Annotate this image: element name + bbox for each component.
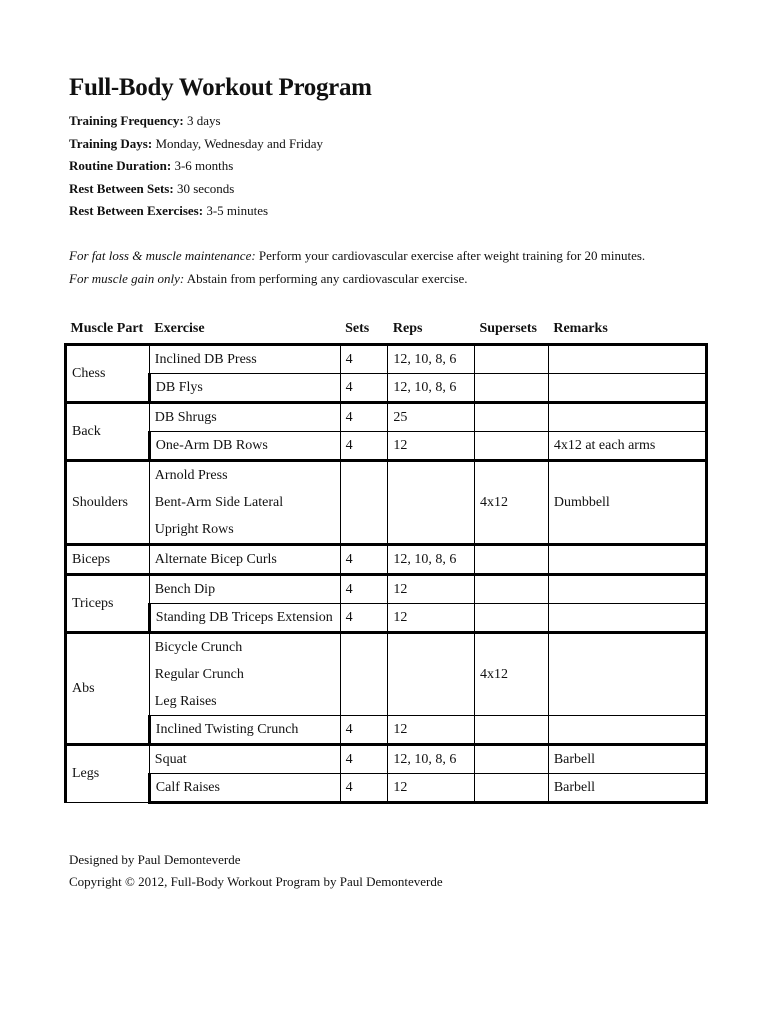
muscle-part-cell: Shoulders	[66, 461, 150, 545]
info-label: Rest Between Sets:	[69, 180, 174, 196]
exercise-name: DB Shrugs	[154, 409, 217, 425]
muscle-part-cell: Biceps	[66, 545, 150, 575]
remarks-cell	[548, 545, 706, 575]
sets-cell: 4	[340, 774, 388, 803]
exercise-name: Bent-Arm Side Lateral	[154, 495, 284, 510]
exercise-cell	[149, 545, 340, 575]
exercise-name: Upright Rows	[154, 522, 234, 537]
table-row	[66, 745, 707, 774]
info-rest-between-exercises	[69, 200, 323, 223]
remarks-cell	[548, 374, 706, 403]
supersets-cell: 4x12	[474, 633, 548, 716]
supersets-cell	[474, 716, 548, 745]
exercise-cell	[149, 716, 340, 745]
exercise-name: DB Flys	[155, 379, 203, 395]
table-row	[66, 633, 707, 716]
remarks-cell	[548, 575, 706, 604]
exercise-cell	[149, 575, 340, 604]
remarks-cell: Dumbbell	[548, 461, 706, 545]
table-row	[66, 345, 707, 374]
sets-cell: 4	[340, 604, 388, 633]
exercise-name: Inclined Twisting Crunch	[155, 721, 299, 737]
table-row	[66, 403, 707, 432]
sets-cell: 4	[340, 545, 388, 575]
reps-cell: 12, 10, 8, 6	[388, 345, 475, 374]
header-muscle-part: Muscle Part	[70, 321, 144, 336]
supersets-cell	[474, 432, 548, 461]
copyright: Copyright © 2012, Full-Body Workout Program by Paul Demonteverde	[69, 874, 443, 889]
reps-cell: 12, 10, 8, 6	[388, 545, 475, 575]
supersets-cell	[474, 745, 548, 774]
sets-cell: 4	[340, 403, 388, 432]
remarks-cell: 4x12 at each arms	[548, 432, 706, 461]
footer	[69, 849, 443, 893]
exercise-name: Arnold Press	[154, 468, 228, 483]
muscle-part-cell: Legs	[66, 745, 150, 803]
exercise-name: Bicycle Crunch	[154, 640, 243, 655]
note-text: Abstain from performing any cardiovascular exercise.	[184, 270, 468, 286]
exercise-name: Squat	[154, 751, 187, 767]
sets-cell: 4	[340, 374, 388, 403]
reps-cell: 12	[388, 432, 475, 461]
info-training-days	[69, 133, 323, 156]
table-row	[66, 432, 707, 461]
document-title: Full-Body Workout Program	[69, 74, 372, 101]
note-text: Perform your cardiovascular exercise after weight training for 20 minutes.	[255, 248, 646, 263]
exercise-name: One-Arm DB Rows	[155, 437, 268, 453]
sets-cell: 4	[340, 745, 388, 774]
exercise-name: Standing DB Triceps Extension	[155, 609, 333, 625]
program-info	[69, 110, 323, 223]
note-fat-loss	[69, 245, 645, 268]
exercise-name: Calf Raises	[155, 779, 220, 795]
reps-cell: 25	[388, 403, 475, 432]
exercise-cell	[149, 745, 340, 774]
info-label: Routine Duration:	[69, 158, 172, 173]
info-label: Training Frequency:	[69, 113, 184, 128]
reps-cell: 12, 10, 8, 6	[388, 374, 475, 403]
supersets-cell	[474, 575, 548, 604]
info-value: 3-6 months	[171, 158, 234, 173]
exercise-cell	[149, 432, 340, 461]
info-value: 30 seconds	[173, 180, 235, 196]
info-value: Monday, Wednesday and Friday	[152, 135, 323, 151]
remarks-cell: Barbell	[548, 745, 706, 774]
info-value: 3-5 minutes	[203, 203, 269, 218]
exercise-cell	[149, 633, 340, 716]
info-routine-duration	[69, 155, 323, 178]
exercise-name: Leg Raises	[154, 694, 217, 709]
table-row	[66, 716, 707, 745]
exercise-name: Inclined DB Press	[154, 351, 257, 367]
muscle-part-cell: Triceps	[66, 575, 150, 633]
reps-cell	[388, 461, 475, 545]
supersets-cell	[474, 345, 548, 374]
cardio-notes	[69, 245, 645, 290]
exercise-cell	[149, 604, 340, 633]
remarks-cell	[548, 345, 706, 374]
sets-cell: 4	[340, 432, 388, 461]
remarks-cell	[548, 716, 706, 745]
reps-cell	[388, 633, 475, 716]
supersets-cell	[474, 545, 548, 575]
reps-cell: 12	[388, 604, 475, 633]
exercise-cell	[149, 774, 340, 803]
exercise-name: Alternate Bicep Curls	[154, 551, 277, 567]
supersets-cell	[474, 403, 548, 432]
remarks-cell	[548, 403, 706, 432]
exercise-name: Regular Crunch	[154, 667, 244, 682]
table-body	[66, 345, 707, 803]
sets-cell: 4	[340, 575, 388, 604]
table-row	[66, 374, 707, 403]
reps-cell: 12	[388, 716, 475, 745]
reps-cell: 12	[388, 575, 475, 604]
muscle-part-cell: Back	[66, 403, 150, 461]
info-rest-between-sets	[69, 178, 323, 201]
remarks-cell: Barbell	[548, 774, 706, 803]
table-row	[66, 604, 707, 633]
sets-cell	[340, 633, 388, 716]
supersets-cell	[474, 604, 548, 633]
info-value: 3 days	[183, 113, 221, 128]
exercise-cell	[149, 403, 340, 432]
workout-table	[64, 315, 708, 804]
remarks-cell	[548, 604, 706, 633]
supersets-cell: 4x12	[474, 461, 548, 545]
table-row	[66, 575, 707, 604]
header-supersets: Supersets	[479, 321, 537, 336]
exercise-cell	[149, 461, 340, 545]
designed-by: Designed by Paul Demonteverde	[69, 852, 241, 867]
table-row	[66, 461, 707, 545]
remarks-cell	[548, 633, 706, 716]
info-label: Training Days:	[69, 135, 153, 151]
header-reps: Reps	[392, 321, 423, 336]
info-training-frequency	[69, 110, 323, 133]
note-label: For fat loss & muscle maintenance:	[69, 248, 256, 263]
note-muscle-gain	[69, 268, 645, 291]
header-remarks: Remarks	[553, 321, 608, 336]
exercise-cell	[149, 374, 340, 403]
supersets-cell	[474, 374, 548, 403]
sets-cell	[340, 461, 388, 545]
info-label: Rest Between Exercises:	[69, 203, 204, 218]
muscle-part-cell: Chess	[66, 345, 150, 403]
header-exercise: Exercise	[154, 321, 205, 336]
header-sets: Sets	[345, 321, 370, 336]
table-header-row	[66, 315, 707, 345]
reps-cell: 12, 10, 8, 6	[388, 745, 475, 774]
supersets-cell	[474, 774, 548, 803]
exercise-cell	[149, 345, 340, 374]
sets-cell: 4	[340, 345, 388, 374]
table-row	[66, 545, 707, 575]
table-row	[66, 774, 707, 803]
exercise-name: Bench Dip	[154, 581, 216, 597]
note-label: For muscle gain only:	[69, 270, 185, 286]
sets-cell: 4	[340, 716, 388, 745]
muscle-part-cell: Abs	[66, 633, 150, 745]
reps-cell: 12	[388, 774, 475, 803]
